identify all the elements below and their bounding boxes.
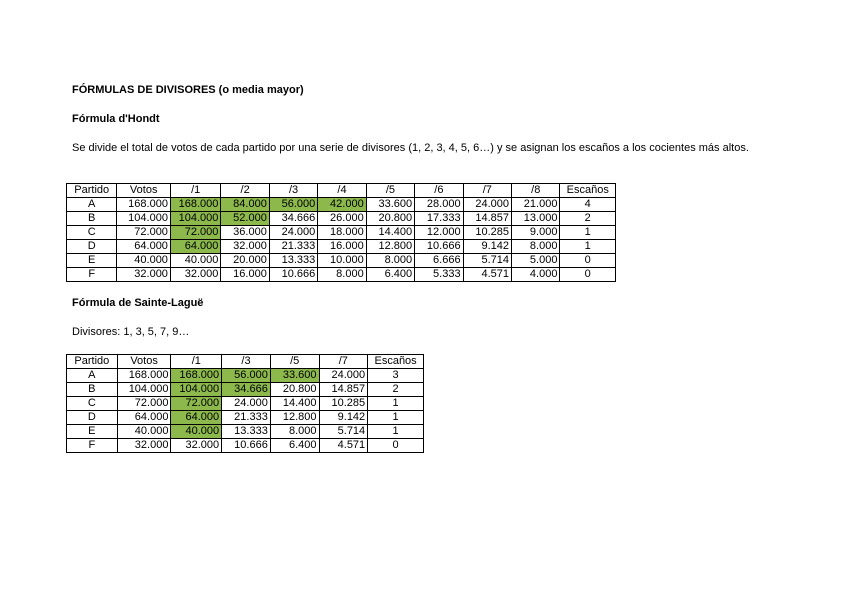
quotient-cell: 10.285 — [319, 397, 368, 411]
quotient-cell: 10.000 — [318, 254, 366, 268]
quotient-cell: 28.000 — [415, 198, 463, 212]
quotient-cell: 10.666 — [222, 439, 271, 453]
column-header: Votos — [117, 355, 171, 369]
seats-cell: 0 — [368, 439, 424, 453]
table-header-row — [67, 355, 424, 369]
quotient-cell: 168.000 — [171, 369, 222, 383]
column-header: /5 — [270, 355, 319, 369]
column-header: Partido — [67, 355, 118, 369]
table-row — [67, 240, 616, 254]
quotient-cell: 20.800 — [270, 383, 319, 397]
quotient-cell: 56.000 — [269, 198, 317, 212]
sainte-lague-title: Fórmula de Sainte-Laguë — [72, 297, 204, 309]
party-cell: B — [67, 383, 118, 397]
party-cell: E — [67, 254, 117, 268]
seats-cell: 0 — [560, 268, 616, 282]
votes-cell: 168.000 — [117, 369, 171, 383]
quotient-cell: 8.000 — [366, 254, 414, 268]
quotient-cell: 6.400 — [270, 439, 319, 453]
quotient-cell: 14.400 — [366, 226, 414, 240]
quotient-cell: 20.800 — [366, 212, 414, 226]
quotient-cell: 16.000 — [318, 240, 366, 254]
quotient-cell: 5.000 — [512, 254, 560, 268]
votes-cell: 64.000 — [117, 240, 170, 254]
quotient-cell: 34.666 — [222, 383, 271, 397]
dhondt-description: Se divide el total de votos de cada partido por una serie de divisores (1, 2, 3, 4, 5, 6…) y se asignan los escaños a los cocientes más altos. — [72, 142, 749, 154]
column-header: /3 — [269, 184, 317, 198]
column-header: /7 — [319, 355, 368, 369]
votes-cell: 40.000 — [117, 425, 171, 439]
party-cell: D — [67, 240, 117, 254]
quotient-cell: 6.666 — [415, 254, 463, 268]
quotient-cell: 8.000 — [318, 268, 366, 282]
table-header-row — [67, 184, 616, 198]
party-cell: C — [67, 226, 117, 240]
seats-cell: 1 — [560, 240, 616, 254]
quotient-cell: 104.000 — [170, 212, 220, 226]
quotient-cell: 9.142 — [319, 411, 368, 425]
table-row — [67, 383, 424, 397]
quotient-cell: 24.000 — [463, 198, 511, 212]
dhondt-table-body — [67, 184, 616, 282]
party-cell: E — [67, 425, 118, 439]
quotient-cell: 12.000 — [415, 226, 463, 240]
party-cell: F — [67, 268, 117, 282]
party-cell: F — [67, 439, 118, 453]
quotient-cell: 42.000 — [318, 198, 366, 212]
quotient-cell: 4.571 — [319, 439, 368, 453]
quotient-cell: 4.571 — [463, 268, 511, 282]
party-cell: D — [67, 411, 118, 425]
votes-cell: 32.000 — [117, 268, 170, 282]
quotient-cell: 24.000 — [319, 369, 368, 383]
column-header: /2 — [221, 184, 269, 198]
seats-cell: 0 — [560, 254, 616, 268]
column-header: /8 — [512, 184, 560, 198]
quotient-cell: 21.333 — [269, 240, 317, 254]
column-header: Escaños — [560, 184, 616, 198]
quotient-cell: 14.857 — [319, 383, 368, 397]
quotient-cell: 8.000 — [270, 425, 319, 439]
quotient-cell: 26.000 — [318, 212, 366, 226]
quotient-cell: 40.000 — [171, 425, 222, 439]
party-cell: A — [67, 198, 117, 212]
party-cell: A — [67, 369, 118, 383]
quotient-cell: 32.000 — [171, 439, 222, 453]
quotient-cell: 10.285 — [463, 226, 511, 240]
sainte-lague-table — [66, 354, 424, 453]
quotient-cell: 52.000 — [221, 212, 269, 226]
column-header: Partido — [67, 184, 117, 198]
quotient-cell: 84.000 — [221, 198, 269, 212]
quotient-cell: 5.333 — [415, 268, 463, 282]
votes-cell: 168.000 — [117, 198, 170, 212]
seats-cell: 4 — [560, 198, 616, 212]
quotient-cell: 6.400 — [366, 268, 414, 282]
table-row — [67, 425, 424, 439]
seats-cell: 1 — [368, 425, 424, 439]
votes-cell: 104.000 — [117, 383, 171, 397]
party-cell: C — [67, 397, 118, 411]
dhondt-table — [66, 183, 616, 282]
column-header: /7 — [463, 184, 511, 198]
quotient-cell: 8.000 — [512, 240, 560, 254]
quotient-cell: 14.400 — [270, 397, 319, 411]
quotient-cell: 9.000 — [512, 226, 560, 240]
quotient-cell: 33.600 — [366, 198, 414, 212]
table-row — [67, 254, 616, 268]
quotient-cell: 17.333 — [415, 212, 463, 226]
quotient-cell: 13.333 — [222, 425, 271, 439]
quotient-cell: 24.000 — [269, 226, 317, 240]
quotient-cell: 12.800 — [270, 411, 319, 425]
quotient-cell: 21.333 — [222, 411, 271, 425]
quotient-cell: 64.000 — [171, 411, 222, 425]
column-header: /6 — [415, 184, 463, 198]
quotient-cell: 24.000 — [222, 397, 271, 411]
quotient-cell: 21.000 — [512, 198, 560, 212]
table-row — [67, 411, 424, 425]
column-header: Votos — [117, 184, 170, 198]
sainte-lague-description: Divisores: 1, 3, 5, 7, 9… — [72, 326, 190, 338]
table-row — [67, 397, 424, 411]
votes-cell: 104.000 — [117, 212, 170, 226]
quotient-cell: 72.000 — [170, 226, 220, 240]
quotient-cell: 9.142 — [463, 240, 511, 254]
votes-cell: 72.000 — [117, 397, 171, 411]
seats-cell: 3 — [368, 369, 424, 383]
column-header: /4 — [318, 184, 366, 198]
quotient-cell: 5.714 — [463, 254, 511, 268]
table-row — [67, 226, 616, 240]
party-cell: B — [67, 212, 117, 226]
column-header: Escaños — [368, 355, 424, 369]
votes-cell: 72.000 — [117, 226, 170, 240]
table-row — [67, 198, 616, 212]
quotient-cell: 18.000 — [318, 226, 366, 240]
quotient-cell: 33.600 — [270, 369, 319, 383]
quotient-cell: 168.000 — [170, 198, 220, 212]
table-row — [67, 212, 616, 226]
seats-cell: 1 — [560, 226, 616, 240]
quotient-cell: 40.000 — [170, 254, 220, 268]
seats-cell: 2 — [368, 383, 424, 397]
votes-cell: 32.000 — [117, 439, 171, 453]
document-heading: FÓRMULAS DE DIVISORES (o media mayor) — [72, 84, 304, 96]
seats-cell: 1 — [368, 411, 424, 425]
quotient-cell: 10.666 — [269, 268, 317, 282]
quotient-cell: 4.000 — [512, 268, 560, 282]
quotient-cell: 12.800 — [366, 240, 414, 254]
column-header: /1 — [170, 184, 220, 198]
quotient-cell: 72.000 — [171, 397, 222, 411]
quotient-cell: 13.333 — [269, 254, 317, 268]
quotient-cell: 10.666 — [415, 240, 463, 254]
seats-cell: 2 — [560, 212, 616, 226]
table-row — [67, 369, 424, 383]
quotient-cell: 56.000 — [222, 369, 271, 383]
quotient-cell: 32.000 — [221, 240, 269, 254]
quotient-cell: 5.714 — [319, 425, 368, 439]
sainte-lague-table-body — [67, 355, 424, 453]
column-header: /5 — [366, 184, 414, 198]
table-row — [67, 268, 616, 282]
column-header: /1 — [171, 355, 222, 369]
seats-cell: 1 — [368, 397, 424, 411]
quotient-cell: 14.857 — [463, 212, 511, 226]
quotient-cell: 34.666 — [269, 212, 317, 226]
dhondt-title: Fórmula d'Hondt — [72, 113, 160, 125]
quotient-cell: 36.000 — [221, 226, 269, 240]
column-header: /3 — [222, 355, 271, 369]
quotient-cell: 20.000 — [221, 254, 269, 268]
quotient-cell: 16.000 — [221, 268, 269, 282]
quotient-cell: 13.000 — [512, 212, 560, 226]
votes-cell: 40.000 — [117, 254, 170, 268]
votes-cell: 64.000 — [117, 411, 171, 425]
table-row — [67, 439, 424, 453]
quotient-cell: 104.000 — [171, 383, 222, 397]
quotient-cell: 64.000 — [170, 240, 220, 254]
quotient-cell: 32.000 — [170, 268, 220, 282]
